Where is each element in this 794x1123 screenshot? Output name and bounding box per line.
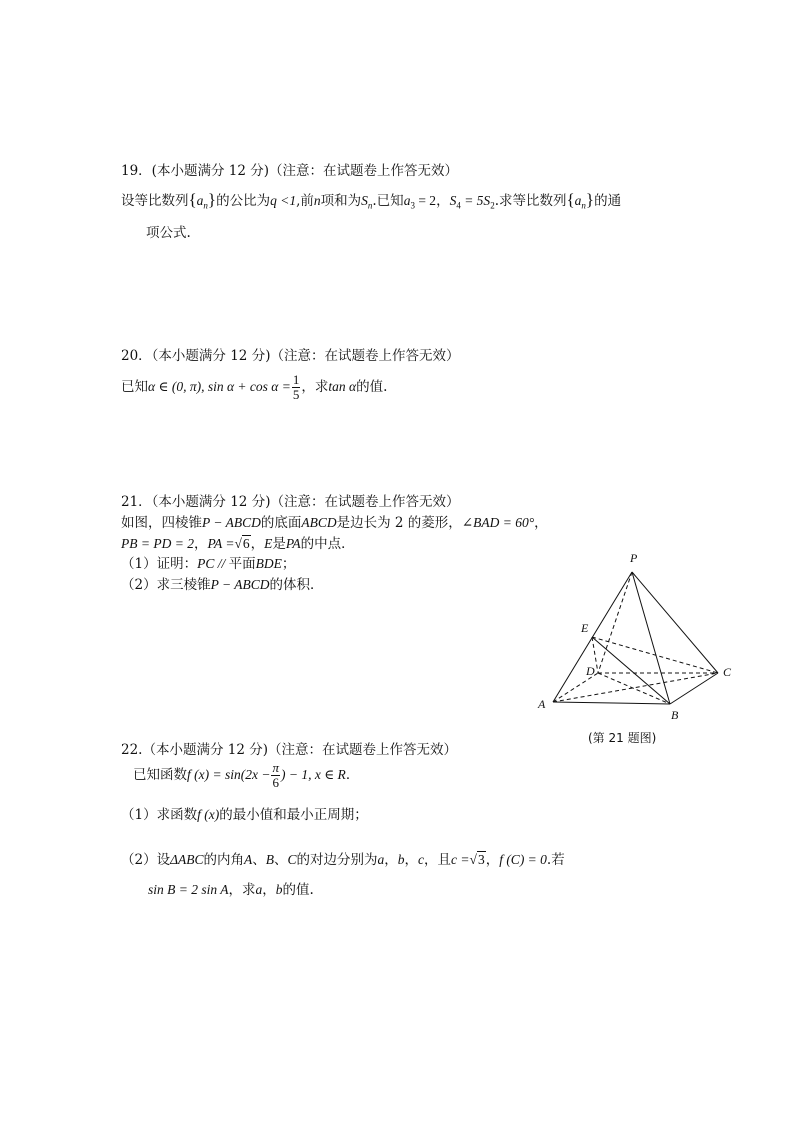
p22-l3m2: a: [255, 882, 263, 897]
problem-19-statement: [121, 191, 621, 215]
p20-frac-den: 5: [292, 387, 300, 402]
edge-AC: [553, 673, 718, 702]
problem-19-header: 19．(本小题满分 12 分)（注意：在试题卷上作答无效）: [121, 163, 458, 179]
p22-frac-num: π: [272, 760, 279, 775]
p20-frac-num: 1: [292, 372, 300, 387]
edge-PD: [598, 572, 632, 673]
edge-PC: [632, 572, 718, 673]
p22-q2j: .若: [546, 852, 565, 868]
problem-21-header: 21．（本小题满分 12 分)（注意：在试题卷上作答无效）: [121, 494, 460, 510]
p19-cond2-sub: 3: [410, 200, 415, 211]
p21-q1c: ；: [281, 556, 296, 572]
p21-l1m2: ABCD: [301, 515, 337, 530]
p22-fraction: [271, 761, 280, 790]
edge-DB: [598, 673, 670, 704]
p22-q2m7: c: [418, 852, 425, 867]
p20-text1: 已知: [121, 379, 148, 395]
p22-sqrt: √3: [469, 852, 485, 867]
p19-cond2-rest: = 2: [414, 193, 437, 208]
label-D: D: [586, 664, 595, 678]
p22-q1b: 的最小值和最小正周期；: [219, 807, 368, 823]
p19-sn: S: [361, 193, 368, 208]
p19-cond3-mid: = 5S: [460, 193, 491, 208]
p19-cond1: q <1: [270, 193, 297, 208]
p22-q2h: ，且: [424, 852, 452, 868]
p22-q2g: ，: [404, 852, 419, 868]
brace-right-2: }: [585, 190, 595, 209]
p22-l1b: ．: [345, 767, 360, 783]
p22-question1: [121, 806, 368, 824]
p19-cond3: S: [449, 193, 457, 208]
p22-l3m1: sin B = 2 sin A: [148, 882, 229, 897]
pyramid-figure: [530, 545, 745, 725]
p19-text4: 项和为: [320, 193, 362, 209]
p21-l2m1: PB = PD = 2: [121, 536, 194, 551]
p21-sqrt: √6: [234, 536, 250, 551]
label-P: P: [630, 551, 638, 565]
p19-n: n: [313, 193, 321, 208]
problem-22-header: 22.（本小题满分 12 分)（注意：在试题卷上作答无效）: [121, 742, 457, 758]
p22-q2e: 的对边分别为: [296, 852, 378, 868]
p22-l3c: 的值.: [282, 882, 314, 898]
seq-a-2: a: [574, 193, 582, 208]
p19-text1: 设等比数列: [121, 193, 189, 209]
p20-text2: ，求: [301, 379, 329, 395]
p22-l1m2: ) − 1, x ∈ R: [280, 767, 346, 782]
p22-l3m3: b: [275, 882, 283, 897]
p22-q1a: （1）求函数: [121, 807, 198, 823]
label-A: A: [538, 697, 546, 711]
p22-q2c: 、: [252, 852, 266, 868]
seq-a-sub: n: [203, 200, 208, 211]
p21-l2m4: PA: [285, 536, 301, 551]
label-B: B: [671, 708, 679, 722]
p19-text6: .求等比数列: [494, 193, 567, 209]
p22-q2a: （2）设: [121, 852, 171, 868]
p22-l1m1: f (x) = sin(2x −: [187, 767, 271, 782]
p19-cond3-sub2: 2: [490, 200, 495, 211]
p22-line3: [148, 881, 314, 899]
p21-l1a: 如图，四棱锥: [121, 515, 202, 531]
p21-l2c: 是: [272, 536, 286, 552]
p21-l2d: 的中点．: [300, 536, 355, 552]
p22-q2m4: C: [287, 852, 297, 867]
p22-q2m9: f (C) = 0: [499, 852, 547, 867]
p19-comma: ，: [436, 193, 450, 209]
brace-left: {: [188, 190, 197, 209]
seq-a: a: [196, 193, 204, 208]
p20-fraction: [292, 373, 301, 402]
p22-frac-den: 6: [272, 775, 279, 790]
p19-text3: ,前: [296, 193, 314, 209]
p21-q2a: （2）求三棱锥: [121, 577, 211, 593]
p21-l1b: 的底面: [260, 515, 302, 531]
p21-l1m1: P − ABCD: [202, 515, 261, 530]
p22-q2m2: A: [244, 852, 253, 867]
p20-math2: tan α: [328, 379, 357, 394]
p22-question2: [121, 851, 565, 869]
p19-cond2: a: [403, 193, 411, 208]
p21-question1: [121, 555, 295, 573]
p21-q1b: 平面: [228, 556, 256, 572]
p22-q2d: 、: [274, 852, 288, 868]
p22-l1a: 已知函数: [133, 767, 187, 783]
p21-question2: [121, 576, 323, 594]
brace-left-2: {: [566, 190, 575, 209]
p19-text2: 的公比为: [216, 193, 271, 209]
edge-AB: [553, 702, 670, 704]
p20-text3: 的值.: [356, 379, 388, 395]
p22-q2m6: b: [397, 852, 405, 867]
p21-l2m2: PA =: [207, 536, 235, 551]
p19-sn-sub: n: [367, 200, 373, 211]
p22-l3b: ，: [262, 882, 276, 898]
p21-sqrt-rad: 6: [242, 536, 250, 551]
seq-a-sub-2: n: [581, 200, 586, 211]
p21-l1d: ，: [534, 515, 548, 531]
brace-right: }: [207, 190, 217, 209]
label-E: E: [581, 621, 589, 635]
edge-PB: [632, 572, 670, 704]
p22-q2m5: a: [377, 852, 385, 867]
p22-q2m3: B: [265, 852, 275, 867]
p19-text5: .已知: [372, 193, 404, 209]
edge-EB: [592, 637, 670, 704]
p21-q2b: 的体积．: [269, 577, 324, 593]
edge-EC: [592, 637, 718, 673]
p22-q1m: f (x): [197, 807, 220, 822]
p19-text8: 项公式.: [146, 225, 191, 241]
p20-math1: α ∈ (0, π), sin α + cos α =: [148, 379, 291, 394]
problem-20-statement: [121, 370, 387, 404]
figure-21-caption: (第 21 题图): [588, 731, 657, 745]
p21-l1c: 是边长为 2 的菱形，: [336, 515, 462, 531]
p21-l1m3: ∠BAD = 60°: [461, 515, 535, 530]
p22-q2i: ，: [485, 852, 500, 868]
problem-20-header: 20．（本小题满分 12 分)（注意：在试题卷上作答无效）: [121, 348, 460, 364]
p22-q2f: ，: [384, 852, 398, 868]
p22-q2m1: ΔABC: [170, 852, 204, 867]
p21-line1: [121, 514, 548, 532]
p21-q1a: （1）证明：: [121, 556, 198, 572]
p21-l2m3: E: [264, 536, 273, 551]
p19-cond3-sub: 4: [456, 200, 461, 211]
p21-q1m1: PC //: [197, 556, 229, 571]
p22-line1: [133, 758, 359, 792]
p21-l2b: ，: [250, 536, 265, 552]
p21-l2a: ，: [193, 536, 208, 552]
p19-text7: 的通: [594, 193, 622, 209]
label-C: C: [723, 665, 732, 679]
p21-q2m: P − ABCD: [210, 577, 270, 592]
p22-l3a: ，求: [228, 882, 256, 898]
p21-q1m2: BDE: [255, 556, 282, 571]
p21-line2: [121, 535, 355, 553]
p22-q2m8: c =: [451, 852, 470, 867]
p22-sqrt-rad: 3: [477, 852, 485, 867]
p22-q2b: 的内角: [203, 852, 245, 868]
